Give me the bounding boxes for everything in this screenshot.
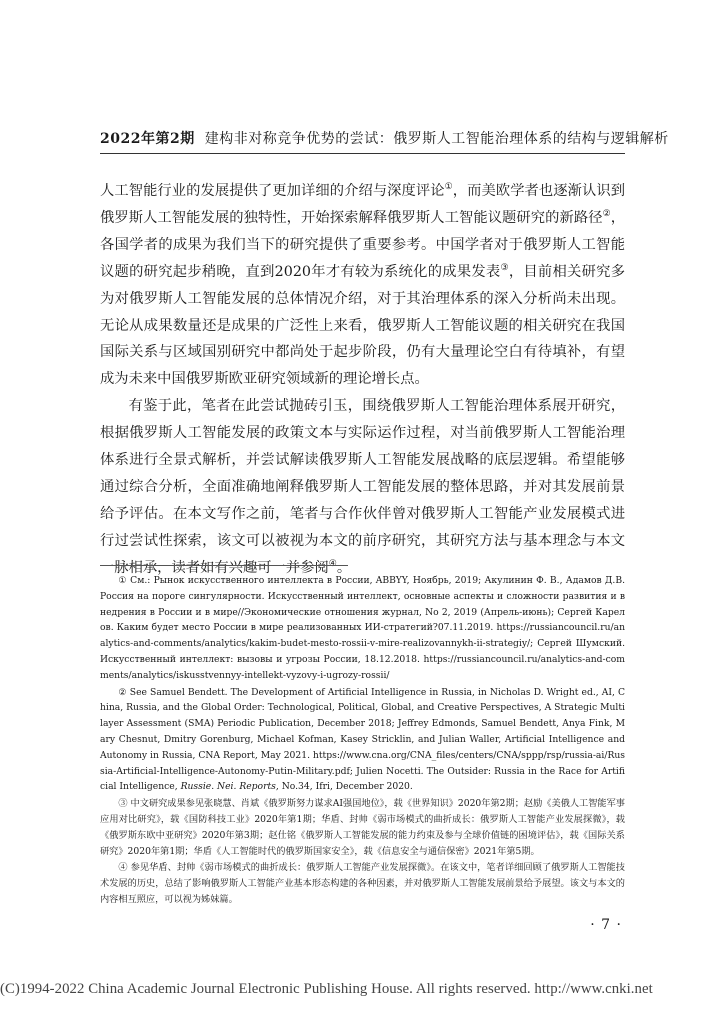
paragraph-1-text-d: ，目前相关研究多为对俄罗斯人工智能发展的总体情况介绍，对于其治理体系的深入分析尚未出现。无论从成果数量还是成果的广泛性上来看，俄罗斯人工智能议题的相关研究在我国国际关系与区域国别研究中都尚处于起步阶段，仍有大量理论空白有待填补，有望成为未来中国俄罗斯欧亚研究领域新的理论增长点。 <box>100 263 625 388</box>
paragraph-1-text-b: ，而美欧学者也逐渐认识到俄罗斯人工智能发展的独特性，开始探索解释俄罗斯人工智能议题研究的新路径 <box>100 183 626 226</box>
footnote-2-journal: Russie. Nei. Reports <box>180 781 276 793</box>
footnote-rule <box>100 565 348 566</box>
footnote-ref-3[interactable]: ③ <box>500 262 509 273</box>
page-number: · 7 · <box>590 917 622 933</box>
footnote-ref-4[interactable]: ④ <box>328 558 337 569</box>
footnote-3: ③ 中文研究成果参见张晓慧、肖斌《俄罗斯努力谋求AI强国地位》，载《世界知识》2020年第2期；赵励《美俄人工智能军事应用对比研究》，载《国防科技工业》2020年第1期；华盾、封帅《弱市场模式的曲折成长：俄罗斯人工智能产业发展探微》，载《俄罗斯东欧中亚研究》2020年第3期；赵仕铭《俄罗斯人工智能发展的能力约束及参与全球价值链的困境评估》，载《国际关系研究》2020年第1期；华盾《人工智能时代的俄罗斯国家安全》，载《信息安全与通信保密》2021年第5期。 <box>100 798 625 857</box>
footnote-2-text-a: ② See Samuel Bendett. The Development of Artificial Intelligence in Russia, in Nicholas D. Wright ed., AI, China, Russia, and the Global Order: Technological, Political, Global, and Creative Perspectives, A Strategic Multilayer Assessment (SMA) Periodic Publication, December 2018; Jeffrey Edmonds, Samuel Bendett, Anya Fink, Mary Chesnut, Dmitry Gorenburg, Michael Kofman, Kasey Stricklin, and Julian Waller, Artificial Intelligence and Autonomy in Russia, CNA Report, May 2021. https://www.cna.org/CNA_files/centers/CNA/sppp/rsp/russia-ai/Russia-Artificial-Intelligence-Autonomy-Putin-Military.pdf; Julien Nocetti. The Outsider: Russia in the Race for Artificial Intelligence, <box>100 686 625 793</box>
copyright-footer: (C)1994-2022 China Academic Journal Electronic Publishing House. All rights reserved. http://www.cnki.net <box>0 981 653 997</box>
paragraph-2 <box>100 393 625 581</box>
paragraph-1-text-c: ，各国学者的成果为我们当下的研究提供了重要参考。中国学者对于俄罗斯人工智能议题的研究起步稍晚，直到2020年才有较为系统化的成果发表 <box>100 209 625 280</box>
footnote-2 <box>100 685 625 796</box>
footnotes <box>100 573 625 909</box>
article-title: 建构非对称竞争优势的尝试：俄罗斯人工智能治理体系的结构与逻辑解析 <box>204 131 669 147</box>
header-rule <box>100 153 625 154</box>
paragraph-2-text-b: 。 <box>336 559 352 576</box>
journal-issue: 2022年第2期 <box>100 131 195 147</box>
paragraph-1 <box>100 178 625 393</box>
running-header <box>100 128 669 148</box>
paragraph-2-text-a: 有鉴于此，笔者在此尝试抛砖引玉，围绕俄罗斯人工智能治理体系展开研究，根据俄罗斯人工智能发展的政策文本与实际运作过程，对当前俄罗斯人工智能治理体系进行全景式解析，并尝试解读俄罗斯人工智能发展战略的底层逻辑。希望能够通过综合分析，全面准确地阐释俄罗斯人工智能发展的整体思路，并对其发展前景给予评估。在本文写作之前，笔者与合作伙伴曾对俄罗斯人工智能产业发展模式进行过尝试性探索，该文可以被视为本文的前序研究，其研究方法与基本理念与本文一脉相承，读者如有兴趣可一并参阅 <box>100 398 625 576</box>
footnote-ref-2[interactable]: ② <box>602 209 611 220</box>
footnote-2-text-b: , No.34, Ifri, December 2020. <box>275 781 413 793</box>
footnote-1: ① Cм.: Рынок искусственного интеллекта в России, ABBYY, Ноябрь, 2019; Акулинин Ф. В., Адамов Д.В. Россия на пороге сингулярности. Искусственный интеллект, основные аспекты и сложности развития и внедрения в России и в мире//Экономические отношения журнал, No 2, 2019 (Апрель-июнь); Сергей Карелов. Каким будет место России в мире реализованных ИИ-стратегий?07.11.2019. https://russiancouncil.ru/analytics-and-comments/analytics/kakim-budet-mesto-rossii-v-mire-realizovannykh-ii-strategiy/; Сергей Шумский. Искусственный интеллект: вызовы и угрозы России, 18.12.2018. https://russiancouncil.ru/analytics-and-comments/analytics/iskusstvennyy-intellekt-vyzovy-i-ugrozy-rossii/ <box>100 575 625 681</box>
paragraph-1-text-a: 人工智能行业的发展提供了更加详细的介绍与深度评论 <box>100 183 445 199</box>
footnote-ref-1[interactable]: ① <box>444 182 453 193</box>
body-text <box>100 178 625 582</box>
footnote-4: ④ 参见华盾、封帅《弱市场模式的曲折成长：俄罗斯人工智能产业发展探微》。在该文中，笔者详细回顾了俄罗斯人工智能技术发展的历史，总结了影响俄罗斯人工智能产业基本形态构建的各种因素，并对俄罗斯人工智能发展前景给予展望。该文与本文的内容相互照应，可以视为姊妹篇。 <box>100 862 625 905</box>
